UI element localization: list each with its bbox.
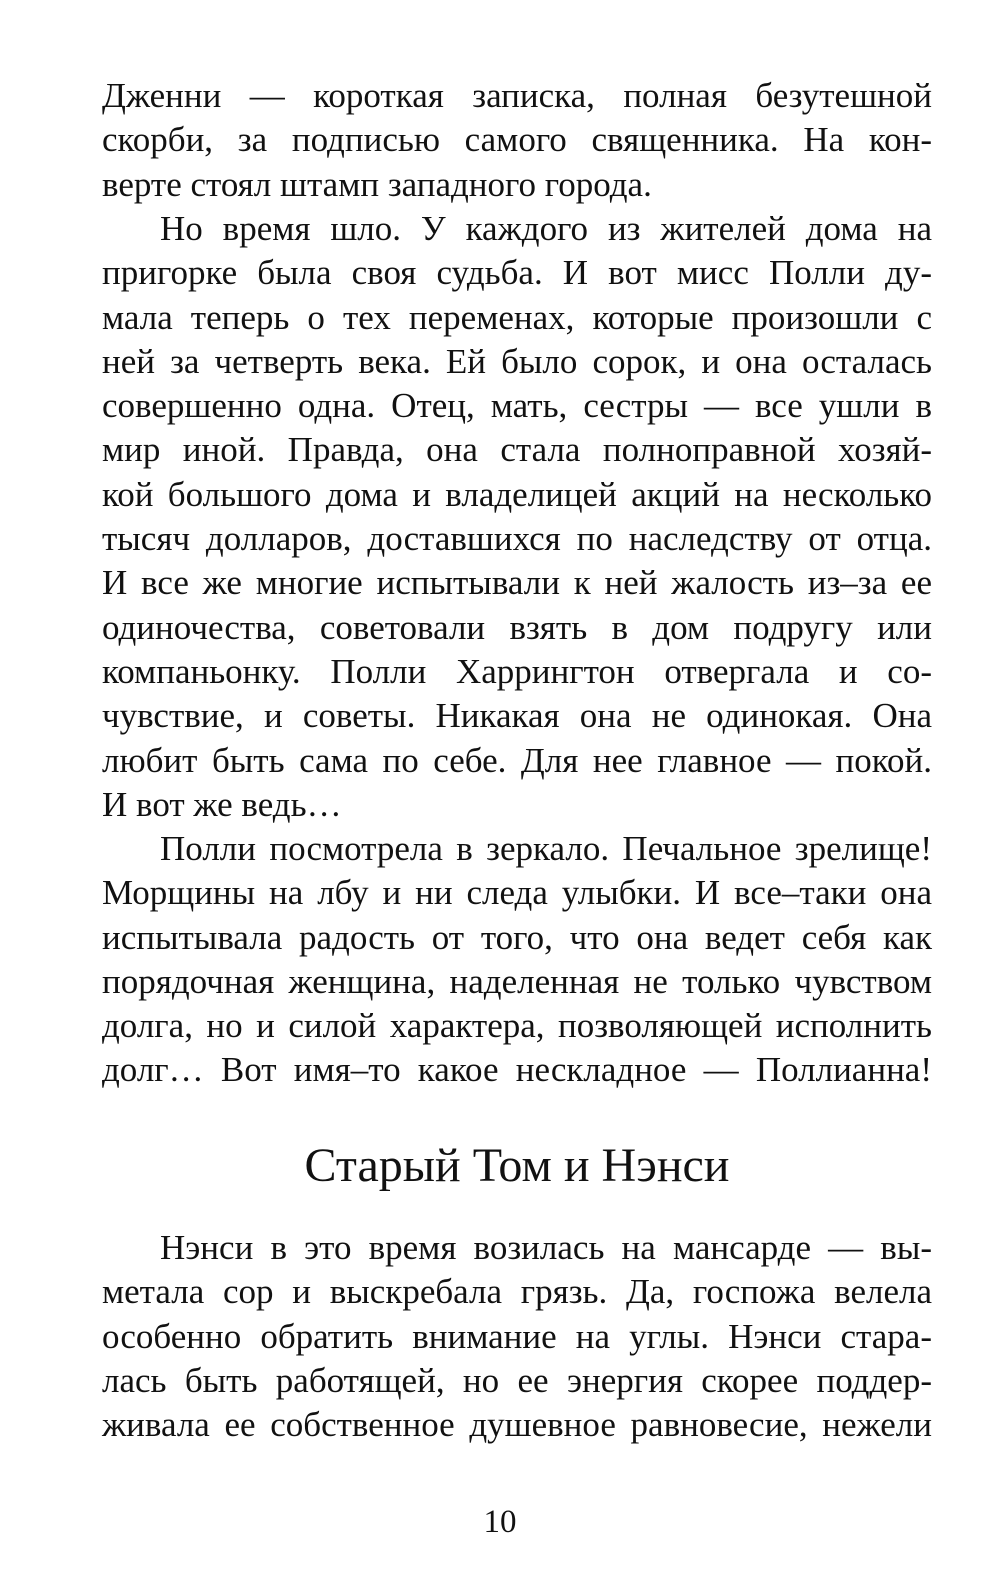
- text-line: И вот же ведь…: [102, 784, 342, 824]
- text-line: И все же многие испытывали к ней жалость из–за ее: [102, 563, 932, 603]
- text-line: любит быть сама по себе. Для нее главное — покой.: [102, 740, 932, 780]
- text-line: долг… Вот имя–то какое нескладное — Поллианна!: [102, 1050, 932, 1090]
- paragraph-polly-life: [102, 207, 932, 827]
- chapter-heading: Старый Том и Нэнси: [304, 1139, 730, 1192]
- text-line: живала ее собственное душевное равновесие, нежели: [102, 1405, 932, 1445]
- paragraph-continuation: [102, 74, 932, 207]
- text-line: мала теперь о тех переменах, которые произошли с: [102, 297, 932, 337]
- text-line: кой большого дома и владелицей акций на несколько: [102, 474, 932, 514]
- text-line: Дженни — короткая записка, полная безутешной: [102, 76, 932, 115]
- text-line: ней за четверть века. Ей было сорок, и она осталась: [102, 341, 932, 381]
- text-line: пригорке была своя судьба. И вот мисс Полли ду-: [102, 253, 932, 293]
- text-line: лась быть работящей, но ее энергия скорее поддер-: [102, 1360, 932, 1400]
- text-line: мир иной. Правда, она стала полноправной хозяй-: [102, 430, 932, 470]
- text-line: совершенно одна. Отец, мать, сестры — все ушли в: [102, 386, 932, 426]
- text-line: особенно обратить внимание на углы. Нэнси стара-: [102, 1316, 932, 1356]
- text-line: испытывала радость от того, что она ведет себя как: [102, 917, 932, 957]
- text-line: Полли посмотрела в зеркало. Печальное зрелище!: [160, 829, 932, 868]
- text-line: одиночества, советовали взять в дом подругу или: [102, 607, 932, 647]
- text-line: тысяч долларов, доставшихся по наследству от отца.: [102, 519, 932, 559]
- text-line: метала сор и выскребала грязь. Да, госпожа велела: [102, 1272, 932, 1312]
- paragraph-nancy: [102, 1226, 932, 1447]
- text-line: Морщины на лбу и ни следа улыбки. И все–таки она: [102, 873, 932, 913]
- text-line: порядочная женщина, наделенная не только чувством: [102, 961, 932, 1001]
- text-line: долга, но и силой характера, позволяющей исполнить: [102, 1006, 932, 1046]
- text-line: скорби, за подписью самого священника. На кон-: [102, 120, 932, 160]
- page-number: 10: [483, 1504, 517, 1540]
- paragraph-mirror: [102, 827, 932, 1093]
- text-line: Но время шло. У каждого из жителей дома на: [160, 209, 932, 248]
- text-line: верте стоял штамп западного города.: [102, 164, 652, 204]
- text-line: Нэнси в это время возилась на мансарде — вы-: [160, 1228, 932, 1267]
- text-line: чувствие, и советы. Никакая она не одинокая. Она: [102, 696, 932, 736]
- text-line: компаньонку. Полли Харрингтон отвергала и со-: [102, 651, 932, 691]
